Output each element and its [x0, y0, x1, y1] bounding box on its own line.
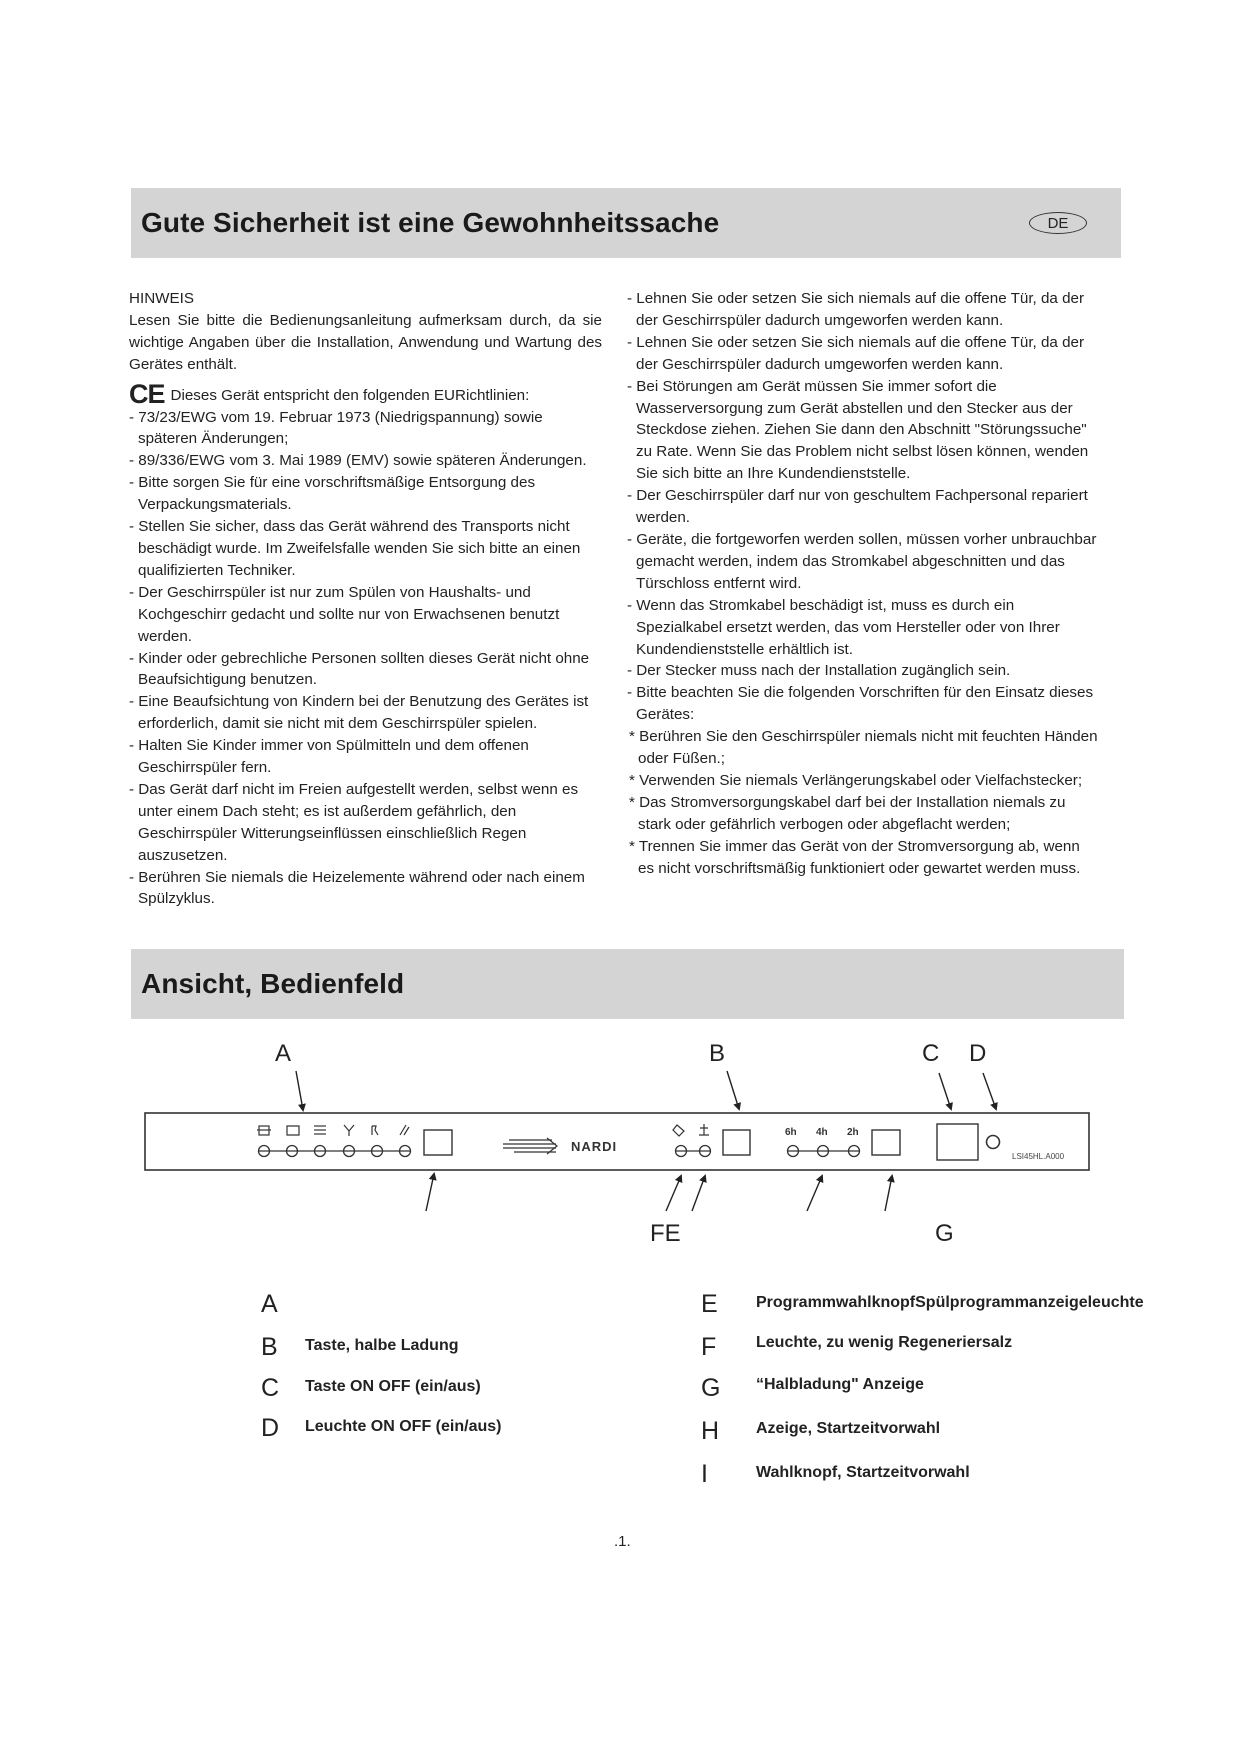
- callout-a: A: [275, 1040, 292, 1067]
- list-item: - Lehnen Sie oder setzen Sie sich niemals auf die offene Tür, da der der Geschirrspüler dadurch umgeworfen werden kann.: [627, 290, 1085, 329]
- section-title: Gute Sicherheit ist eine Gewohnheitssache: [141, 207, 720, 238]
- hour-label-6h: 6h: [785, 1127, 797, 1138]
- list-item: - Wenn das Stromkabel beschädigt ist, muss es durch ein Spezialkabel ersetzt werden, das vom Hersteller oder von Ihrer Kundendienststelle erhältlich ist.: [627, 596, 1060, 658]
- legend-text: Wahlknopf, Startzeitvorwahl: [756, 1464, 970, 1481]
- list-item: - Der Stecker muss nach der Installation zugänglich sein.: [627, 662, 1011, 680]
- list-item: - 73/23/EWG vom 19. Februar 1973 (Niedrigspannung) sowie späteren Änderungen;: [129, 408, 543, 448]
- legend-text: Taste, halbe Ladung: [305, 1337, 459, 1354]
- sub-list-item: * Das Stromversorgungskabel darf bei der Installation niemals zu stark oder gefährlich verbogen oder abgeflacht werden;: [629, 793, 1066, 833]
- legend-letter: F: [701, 1333, 717, 1361]
- legend-letter: E: [701, 1290, 718, 1318]
- legend-letter: D: [261, 1414, 280, 1442]
- sub-list-item: * Trennen Sie immer das Gerät von der Stromversorgung ab, wenn es nicht vorschriftsmäßig funktioniert oder gewartet werden muss.: [629, 837, 1081, 877]
- legend-letter: B: [261, 1333, 278, 1361]
- language-badge: DE: [1029, 212, 1087, 234]
- page-number: .1.: [614, 1533, 631, 1550]
- list-item: - Bitte beachten Sie die folgenden Vorschriften für den Einsatz dieses Gerätes:: [627, 684, 1094, 724]
- ce-mark-icon: CE: [129, 378, 165, 409]
- legend-text: Leuchte ON OFF (ein/aus): [305, 1418, 502, 1435]
- hour-label-4h: 4h: [816, 1127, 828, 1138]
- on-off-led: [987, 1136, 1000, 1149]
- list-item: - Stellen Sie sicher, dass das Gerät während des Transports nicht beschädigt wurde. Im Zweifelsfalle wenden Sie sich bitte an einen qualifizierten Techniker.: [129, 518, 581, 579]
- list-item: - Halten Sie Kinder immer von Spülmitteln und dem offenen Geschirrspüler fern.: [129, 737, 529, 777]
- list-item: - Bitte sorgen Sie für eine vorschriftsmäßige Entsorgung des Verpackungsmaterials.: [129, 474, 536, 514]
- model-code: LSI45HL.A000: [1012, 1152, 1065, 1161]
- list-item: - Kinder oder gebrechliche Personen sollten dieses Gerät nicht ohne Beaufsichtigung benutzen.: [129, 649, 590, 689]
- hour-label-2h: 2h: [847, 1127, 859, 1138]
- legend-text: ProgrammwahlknopfSpülprogrammanzeigeleuchte: [756, 1294, 1144, 1311]
- delay-start-button: [872, 1130, 900, 1155]
- intro-paragraph: Lesen Sie bitte die Bedienungsanleitung aufmerksam durch, da sie wichtige Angaben über die Installation, Anwendung und Wartung des Gerätes enthält.: [129, 311, 602, 373]
- legend-letter: H: [701, 1417, 720, 1445]
- sub-list-item: * Berühren Sie den Geschirrspüler niemals nicht mit feuchten Händen oder Füßen.;: [629, 728, 1098, 768]
- list-item: - Das Gerät darf nicht im Freien aufgestellt werden, selbst wenn es unter einem Dach steht; es ist außerdem gefährlich, den Geschirrspüler Witterungseinflüssen einschließlich Regen auszusetzen.: [129, 780, 579, 864]
- on-off-button: [937, 1124, 978, 1160]
- legend-letter: C: [261, 1374, 280, 1402]
- ce-text: Dieses Gerät entspricht den folgenden EURichtlinien:: [170, 386, 530, 404]
- callout-g: G: [935, 1220, 954, 1247]
- legend-letter: A: [261, 1290, 278, 1318]
- program-selector-button: [424, 1130, 452, 1155]
- callout-c: C: [922, 1040, 940, 1067]
- legend-text: Leuchte, zu wenig Regeneriersalz: [756, 1334, 1013, 1351]
- half-load-button: [723, 1130, 750, 1155]
- callout-b: B: [709, 1040, 726, 1067]
- legend-text: Taste ON OFF (ein/aus): [305, 1378, 481, 1395]
- sub-list-item: * Verwenden Sie niemals Verlängerungskabel oder Vielfachstecker;: [629, 771, 1083, 789]
- notice-heading: HINWEIS: [129, 290, 194, 307]
- list-item: - Berühren Sie niemals die Heizelemente während oder nach einem Spülzyklus.: [129, 868, 585, 908]
- list-item: - Geräte, die fortgeworfen werden sollen, müssen vorher unbrauchbar gemacht werden, indem das Stromkabel abgeschnitten und das Türschloss entfernt wird.: [627, 530, 1097, 592]
- callout-fe: FE: [650, 1220, 681, 1247]
- legend-text: Azeige, Startzeitvorwahl: [756, 1420, 941, 1437]
- list-item: - Bei Störungen am Gerät müssen Sie immer sofort die Wasserversorgung zum Gerät abstellen und den Stecker aus der Steckdose ziehen. Ziehen Sie dann den Abschnitt "Störungssuche" zu Rate. Wenn Sie das Problem nicht selbst lösen können, wenden Sie sich bitte an Ihre Kundendienststelle.: [627, 377, 1089, 483]
- list-item: - Eine Beaufsichtung von Kindern bei der Benutzung des Gerätes ist erforderlich, damit sie nicht mit dem Geschirrspüler spielen.: [129, 693, 589, 733]
- list-item: - Der Geschirrspüler ist nur zum Spülen von Haushalts- und Kochgeschirr gedacht und sollte nur von Erwachsenen benutzt werden.: [129, 583, 560, 645]
- section-title: Ansicht, Bedienfeld: [141, 968, 405, 999]
- legend-letter: I: [701, 1460, 708, 1488]
- legend-text: “Halbladung" Anzeige: [756, 1376, 924, 1393]
- list-item: - Der Geschirrspüler darf nur von geschultem Fachpersonal repariert werden.: [627, 487, 1088, 527]
- callout-d: D: [969, 1040, 987, 1067]
- legend-letter: G: [701, 1374, 721, 1402]
- list-item: - 89/336/EWG vom 3. Mai 1989 (EMV) sowie späteren Änderungen.: [129, 452, 587, 470]
- list-item: - Lehnen Sie oder setzen Sie sich niemals auf die offene Tür, da der der Geschirrspüler dadurch umgeworfen werden kann.: [627, 333, 1085, 373]
- brand-name: NARDI: [571, 1139, 618, 1154]
